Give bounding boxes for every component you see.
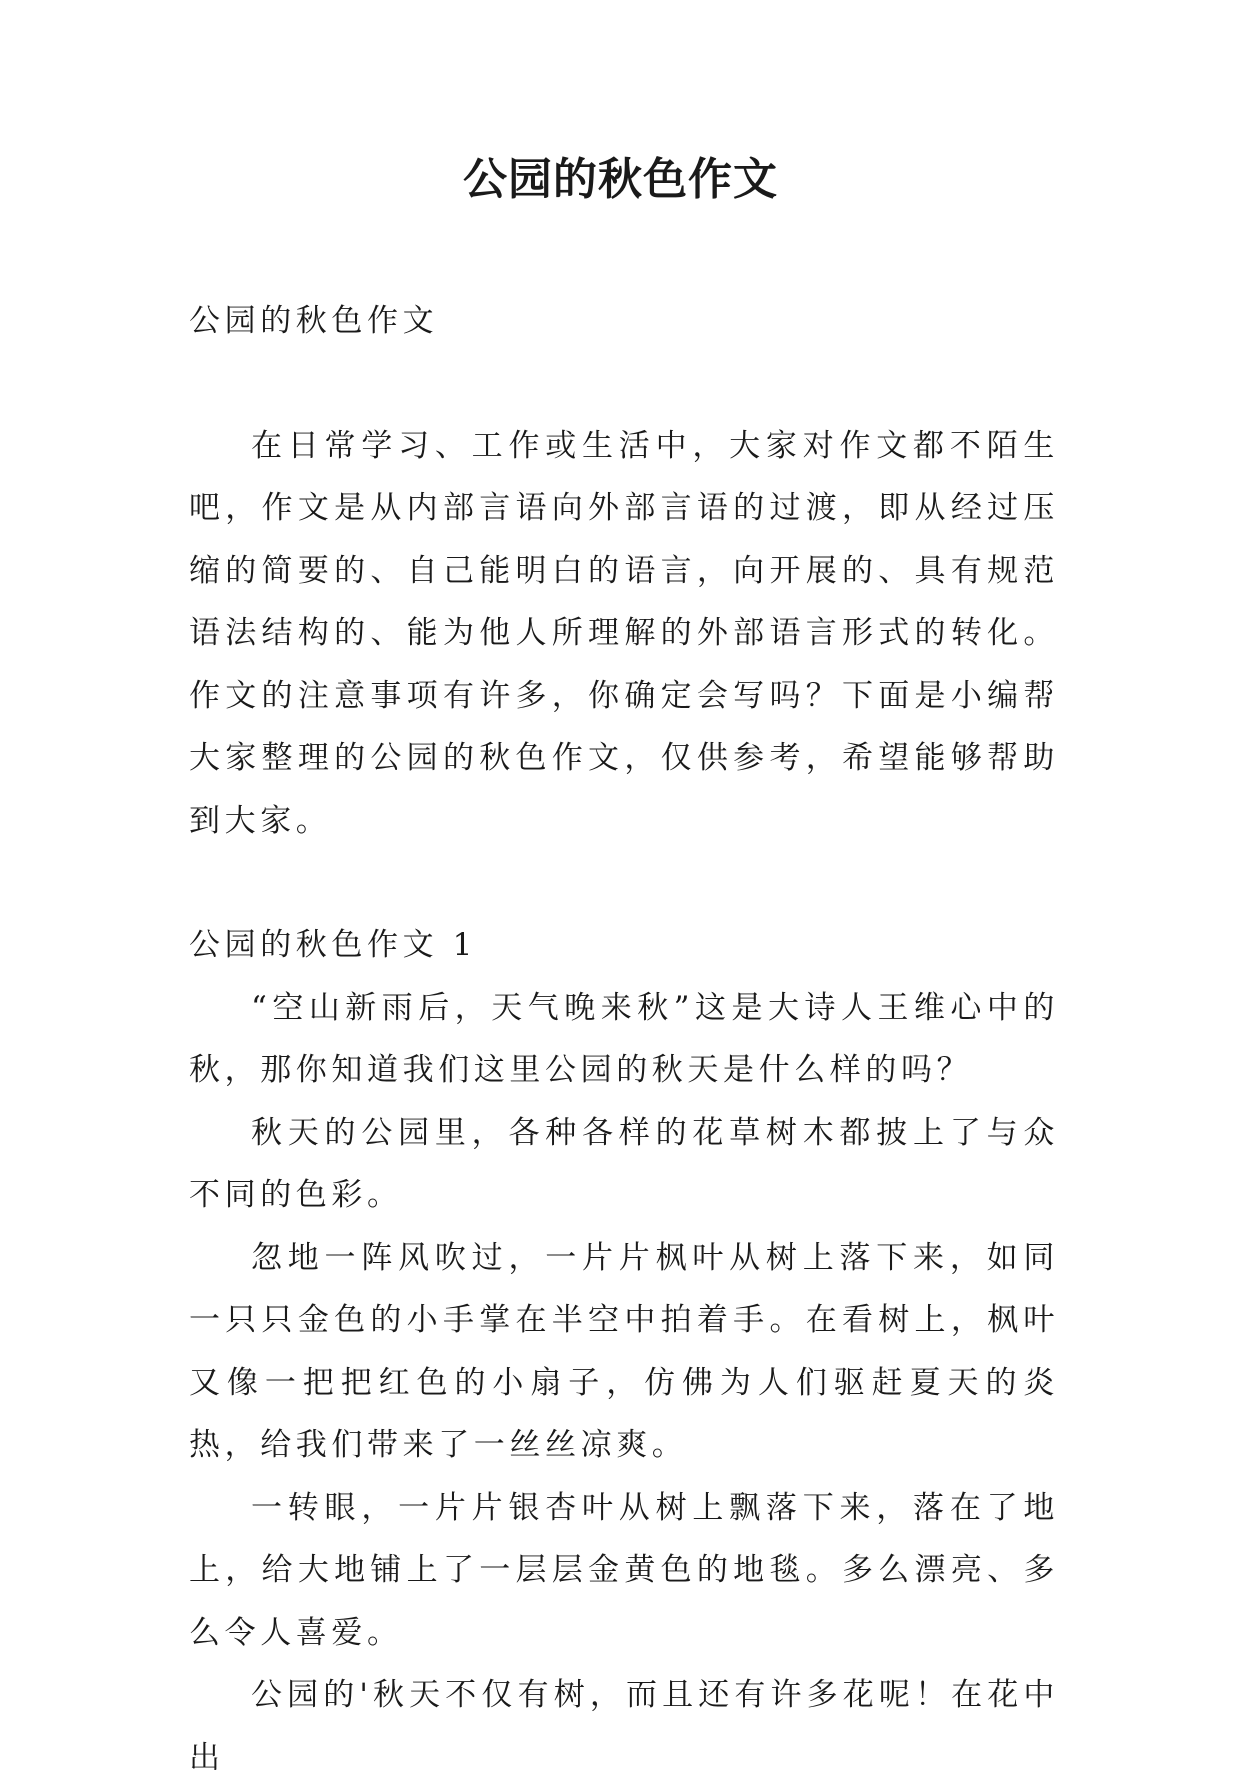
intro-paragraph: 在日常学习、工作或生活中，大家对作文都不陌生吧，作文是从内部言语向外部言语的过渡，即从经过压缩的简要的、自己能明白的语言，向开展的、具有规范语法结构的、能为他人所理解的外部语言形式的转化。作文的注意事项有许多，你确定会写吗？下面是小编帮大家整理的公园的秋色作文，仅供参考，希望能够帮助到大家。 bbox=[189, 427, 1059, 839]
section-heading: 公园的秋色作文 1 bbox=[189, 927, 477, 963]
body-paragraph: 公园的'秋天不仅有树，而且还有许多花呢！在花中出 bbox=[189, 1677, 1059, 1776]
body-paragraph: 秋天的公园里，各种各样的花草树木都披上了与众不同的色彩。 bbox=[189, 1114, 1059, 1213]
body-paragraph: 一转眼，一片片银杏叶从树上飘落下来，落在了地上，给大地铺上了一层层金黄色的地毯。多么漂亮、多么令人喜爱。 bbox=[189, 1489, 1059, 1651]
body-paragraph: 忽地一阵风吹过，一片片枫叶从树上落下来，如同一只只金色的小手掌在半空中拍着手。在看树上，枫叶又像一把把红色的小扇子，仿佛为人们驱赶夏天的炎热，给我们带来了一丝丝凉爽。 bbox=[189, 1239, 1059, 1463]
document-title: 公园的秋色作文 bbox=[463, 154, 778, 205]
document-subtitle: 公园的秋色作文 bbox=[189, 303, 439, 339]
body-paragraph: “空山新雨后，天气晚来秋”这是大诗人王维心中的秋，那你知道我们这里公园的秋天是什么样的吗？ bbox=[189, 989, 1059, 1088]
document-body bbox=[189, 290, 1059, 1789]
